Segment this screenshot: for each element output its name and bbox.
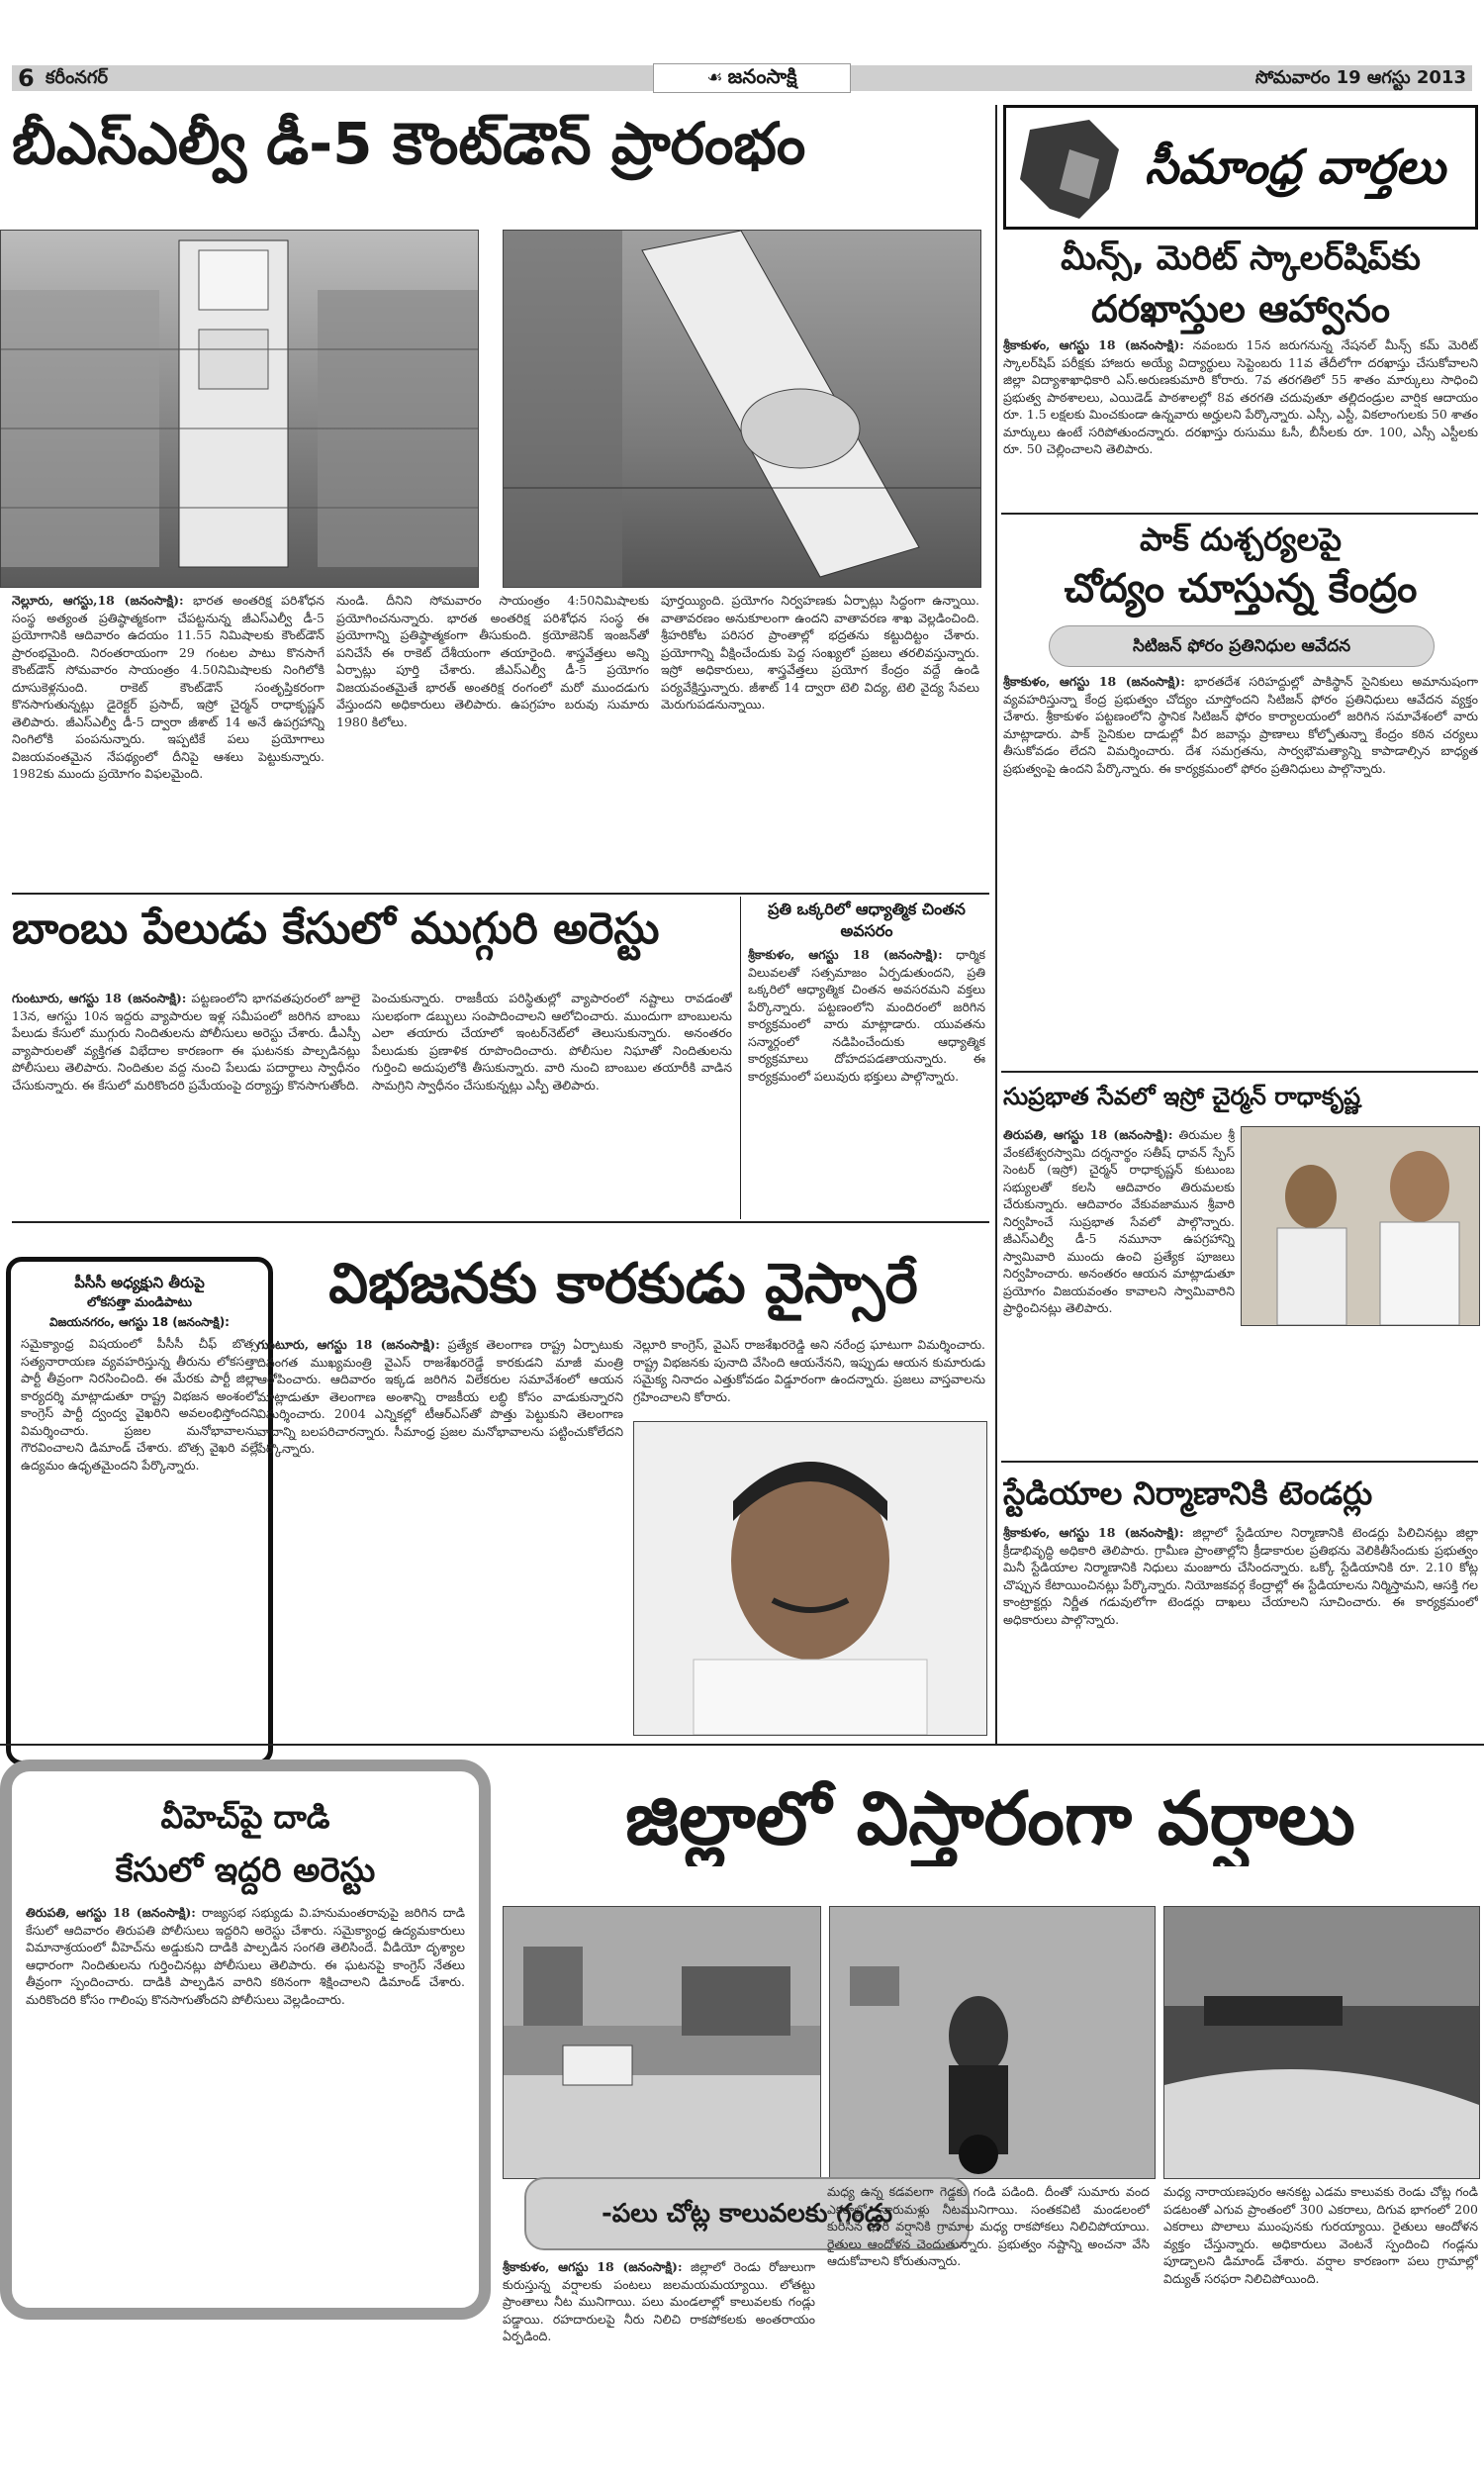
ysr-text-col1: ప్రత్యేక తెలంగాణ రాష్ట్ర ఏర్పాటుకు దివంగత ముఖ్యమంత్రి వైఎస్ రాజశేఖరరెడ్డే కారకుడని మాజీ మంత్రి ఆరోపించారు. ఆదివారం ఇక్కడ జరిగిన విలేకరుల సమావేశంలో ఆయన మాట్లాడుతూ తెలంగాణ అంశాన్ని రాజకీయ లబ్ధి కోసం వాడుకున్నారని విమర్శించారు. 2004 ఎన్నికల్లో టీఆర్ఎస్‌తో పొత్తు పెట్టుకుని తెలంగాణ వాదాన్ని బలపరిచారన్నారు. సీమాంధ్ర ప్రజల మనోభావాలను పట్టించుకోలేదని పేర్కొన్నారు. — [257, 1337, 623, 1456]
pslv-body-col3: పూర్తయ్యింది. ప్రయోగం నిర్వహణకు ఏర్పాట్లు సిద్ధంగా ఉన్నాయి. వాతావరణం అనుకూలంగా ఉందని వాతావరణ శాఖ వెల్లడించింది. శ్రీహరికోట పరిసర ప్రాంతాల్లో భద్రతను కట్టుదిట్టం చేశారు. ప్రయోగాన్ని వీక్షించేందుకు పెద్ద సంఖ్యలో ప్రజలు తరలివస్తున్నారు. ఇస్రో అధికారులు, శాస్త్రవేత్తలు ప్రయోగ కేంద్రం వద్దే ఉండి పర్యవేక్షిస్తున్నారు. జీశాట్ 14 ద్వారా టెలి విద్య, టెలి వైద్య సేవలు మెరుగుపడనున్నాయి. — [661, 593, 979, 712]
vhp-frame — [0, 1760, 491, 2320]
portrait-illustration — [634, 1422, 986, 1735]
rocket-photo-left — [0, 230, 479, 588]
pak-headline-line2: చోద్యం చూస్తున్న కేంద్రం — [1064, 566, 1418, 612]
adivasi-dateline: శ్రీకాకుళం, ఆగస్టు 18 (జనంసాక్షి): — [748, 947, 943, 962]
rain-photo-motorbike — [829, 1906, 1156, 2179]
rocket-assembly-illustration — [1, 231, 478, 587]
pak-headline — [1003, 517, 1478, 616]
pcc-box-text: సమైక్యాంధ్ర విషయంలో పీసీసీ చీఫ్ బొత్స సత్యనారాయణ వ్యవహరిస్తున్న తీరును లోకసత్తా పార్టీ తీవ్రంగా నిరసించింది. ఈ మేరకు పార్టీ జిల్లా కార్యదర్శి మాట్లాడుతూ రాష్ట్ర విభజన అంశంలో కాంగ్రెస్ పార్టీ ద్వంద్వ వైఖరిని అవలంభిస్తోందని విమర్శించారు. ప్రజల మనోభావాలను గౌరవించాలని డిమాండ్ చేశారు. బొత్స వైఖరి వల్లే ఉద్యమం ఉధృతమైందని పేర్కొన్నారు. — [21, 1336, 258, 1473]
ysr-body-col2: నెల్లూరి కాంగ్రెస్, వైఎస్ రాజశేఖరరెడ్డి అని నరేంద్ర ఘాటుగా విమర్శించారు. రాష్ట్ర విభజనకు పునాది వేసింది ఆయనేనని, ఇప్పుడు ఆయన కుమారుడు సమైక్య నినాదం ఎత్తుకోవడం విడ్డూరంగా ఉందన్నారు. ప్రజలు వాస్తవాలను గ్రహించాలని కోరారు. — [633, 1337, 985, 1404]
ysr-portrait-photo — [633, 1421, 987, 1736]
pslv-body-col2: నుండి. దీనిని సోమవారం సాయంత్రం 4:50నిమిషాలకు ప్రయోగించనున్నారు. భారత అంతరిక్ష పరిశోధన సంస్థ ఈ ప్రయోగాన్ని ప్రతిష్ఠాత్మకంగా తీసుకుంది. క్రయోజెనిక్ ఇంజన్‌తో పనిచేసే ఈ రాకెట్ దేశీయంగా తయారైంది. శాస్త్రవేత్తలు అన్ని ఏర్పాట్లు పూర్తి చేశారు. జీఎస్ఎల్వీ డీ-5 ప్రయోగం విజయవంతమైతే భారత్ అంతరిక్ష రంగంలో మరో ముందడుగు వేస్తుందని అధికారులు తెలిపారు. ఉపగ్రహం బరువు సుమారు 1980 కిలోలు. — [336, 593, 649, 729]
stadium-dateline: శ్రీకాకుళం, ఆగస్టు 18 (జనంసాక్షి): — [1003, 1525, 1184, 1540]
isro-chairman-text: తిరుమల శ్రీ వేంకటేశ్వరస్వామి దర్శనార్థం సతీష్ ధావన్ స్పేస్ సెంటర్ (ఇస్రో) చైర్మన్ రాధాకృష్ణన్ కుటుంబ సభ్యులతో కలసి ఆదివారం తిరుమలకు చేరుకున్నారు. ఆదివారం వేకువజామున శ్రీవారి నిర్వహించే సుప్రభాత సేవలో పాల్గొన్నారు. జీఎస్ఎల్వీ డీ-5 నమూనా ఉపగ్రహాన్ని స్వామివారి ముందు ఉంచి ప్రత్యేక పూజలు నిర్వహించారు. అనంతరం ఆయన మాట్లాడుతూ ప్రయోగం విజయవంతం కావాలని స్వామివారిని ప్రార్థించినట్లు తెలిపారు. — [1003, 1127, 1235, 1315]
ysr-headline: విభజనకు కారకుడు వైస్సారే — [328, 1252, 918, 1316]
pslv-body-col1 — [12, 592, 325, 889]
scholarship-headline — [1003, 234, 1478, 334]
issue-date: సోమవారం 19 ఆగస్టు 2013 — [1254, 67, 1466, 88]
motorbike-in-rain-illustration — [830, 1907, 1155, 2178]
page-number: 6 — [18, 64, 35, 92]
bomb-body-col2: పెంచుకున్నారు. రాజకీయ పరిస్థితుల్లో వ్యాపారంలో నష్టాలు రావడంతో సులభంగా డబ్బులు సంపాదించాలని ఆలోచించారు. ముందుగా బాంబులను ఎలా తయారు చేయాలో ఇంటర్‌నెట్‌లో తెలుసుకున్నారు. అనంతరం పేలుడుకు ప్రణాళిక రూపొందించారు. పోలీసుల నిఘాతో నిందితులను గుర్తించి అదుపులోకి తీసుకున్నారు. వారి నుంచి బాంబుల తయారీకి వాడిన సామగ్రిని స్వాధీనం చేసుకున్నట్లు ఎస్పీ తెలిపారు. — [372, 991, 732, 1093]
rain-text-col1: జిల్లాలో రెండు రోజులుగా కురుస్తున్న వర్షాలకు పంటలు జలమయమయ్యాయి. లోతట్టు ప్రాంతాలు నీట మునిగాయి. పలు మండలాల్లో కాలువలకు గండ్లు పడ్డాయి. రహదారులపై నీరు నిలిచి రాకపోకలకు అంతరాయం ఏర్పడింది. — [503, 2259, 815, 2343]
pcc-box-dateline: విజయనగరం, ఆగస్టు 18 (జనంసాక్షి): — [49, 1315, 230, 1329]
bomb-body-col1 — [12, 990, 360, 1217]
vhp-dateline: తిరుపతి, ఆగస్టు 18 (జనంసాక్షి): — [26, 1905, 196, 1920]
divider — [1001, 1071, 1478, 1073]
logo-text: జనంసాక్షి — [727, 64, 797, 88]
state-map-icon — [1010, 110, 1139, 229]
bomb-text-col1: పట్టణంలోని భాగవతపురంలో జూలై 13న, ఆగస్టు 10న ఇద్దరు వ్యాపారుల ఇళ్ల సమీపంలో జరిగిన బాంబు పేలుడు కేసులో ముగ్గురు నిందితులను పోలీసులు అరెస్టు చేశారు. డీఎస్పీ వ్యాపారులతో వ్యక్తిగత విభేదాల కారణంగా ఈ ఘటనకు పాల్పడినట్లు పోలీసులు తెలిపారు. నిందితుల వద్ద నుంచి పేలుడు పదార్థాలు స్వాధీనం చేసుకున్నారు. ఈ కేసులో మరికొందరి ప్రమేయంపై దర్యాప్తు కొనసాగుతోంది. — [12, 991, 360, 1093]
seemandhra-banner — [1003, 105, 1478, 230]
adivasi-headline-line2: అవసరం — [840, 921, 893, 940]
divider — [12, 893, 989, 895]
satellite-fairing-illustration — [504, 231, 980, 587]
vhp-headline-line2: కేసులో ఇద్దరి అరెస్టు — [115, 1851, 376, 1890]
divider — [740, 897, 741, 1219]
pak-subhead-pill: సిటిజన్ ఫోరం ప్రతినిధుల ఆవేదన — [1049, 625, 1435, 667]
isro-chairman-headline: సుప్రభాత సేవలో ఇస్రో చైర్మన్ రాధాకృష్ణ — [1003, 1083, 1361, 1110]
scholarship-text: నవంబరు 15న జరుగనున్న నేషనల్ మీన్స్ కమ్ మెరిట్ స్కాలర్‌షిప్ పరీక్షకు హాజరు అయ్యే విద్యార్థులు సెప్టెంబరు 11వ తేదీలోగా దరఖాస్తు చేసుకోవాలని జిల్లా విద్యాశాఖాధికారి ఎస్.అరుణకుమారి కోరారు. 7వ తరగతిలో 55 శాతం మార్కులు సాధించి ప్రభుత్వ పాఠశాలలు, ఎయిడెడ్ పాఠశాలల్లో 8వ తరగతి చదువుతూ తల్లిదండ్రుల వార్షిక ఆదాయం రూ. 1.5 లక్షలకు మించకుండా ఉన్నవారు అర్హులని పేర్కొన్నారు. ఎస్సీ, ఎస్టీ, వికలాంగులకు 50 శాతం మార్కులు ఉంటే సరిపోతుందన్నారు. దరఖాస్తు రుసుము ఓసీ, బీసీలకు రూ. 100, ఎస్సీ ఎస్టీలకు రూ. 50 చెల్లించాలని తెలిపారు. — [1003, 337, 1478, 456]
scholarship-headline-line1: మీన్స్, మెరిట్ స్కాలర్‌షిప్‌కు — [1061, 238, 1421, 278]
breached-canal-illustration — [1164, 1907, 1479, 2178]
logo-icon: ☙ — [706, 67, 723, 88]
rain-body-col2: మధ్య ఉన్న కడవలగా గెడ్డకు గండి పడింది. దీంతో సుమారు వంద ఎకరాల్లో నారుమళ్లు నీటమునిగాయి. సంతకవిటి మండలంలో కురిసిన భారీ వర్షానికి గ్రామాల మధ్య రాకపోకలు నిలిచిపోయాయి. రైతులు ఆందోళన చెందుతున్నారు. ప్రభుత్వం నష్టాన్ని అంచనా వేసి ఆదుకోవాలని కోరుతున్నారు. — [827, 2184, 1150, 2268]
divider — [1001, 513, 1478, 515]
divider — [995, 105, 997, 1744]
divider — [0, 1744, 1484, 1746]
divider — [12, 1221, 989, 1223]
pak-text: భారతదేశ సరిహద్దుల్లో పాకిస్థాన్ సైనికులు అమానుషంగా వ్యవహరిస్తున్నా కేంద్ర ప్రభుత్వం చోద్యం చూస్తోందని సిటిజన్ ఫోరం ప్రతినిధులు ఆవేదన వ్యక్తం చేశారు. శ్రీకాకుళం పట్టణంలోని స్థానిక సిటిజన్ ఫోరం కార్యాలయంలో జరిగిన సమావేశంలో వారు మాట్లాడారు. పాక్ సైనికుల దాడుల్లో వీర జవాన్లు ప్రాణాలు కోల్పోతున్నా కేంద్రం కఠిన చర్యలు తీసుకోవడం లేదని విమర్శించారు. దేశ సమగ్రతను, సార్వభౌమత్యాన్ని కాపాడాల్సిన బాధ్యత ప్రభుత్వంపై ఉందని పేర్కొన్నారు. ఈ కార్యక్రమంలో ఫోరం ప్రతినిధులు పాల్గొన్నారు. — [1003, 674, 1478, 776]
seemandhra-banner-title: సీమాంధ్ర వార్తలు — [1145, 140, 1445, 195]
ysr-dateline: గుంటూరు, ఆగస్టు 18 (జనంసాక్షి): — [257, 1337, 440, 1352]
scholarship-body — [1003, 336, 1478, 511]
pcc-box — [6, 1257, 273, 1765]
pak-body — [1003, 673, 1478, 1067]
adivasi-headline-line1: ప్రతి ఒక్కరిలో ఆధ్యాత్మిక చింతన — [768, 900, 966, 918]
pcc-box-subtitle: లోకసత్తా మండిపాటు — [87, 1295, 192, 1310]
bomb-headline: బాంబు పేలుడు కేసులో ముగ్గురి అరెస్టు — [12, 904, 660, 954]
vhp-text: రాజ్యసభ సభ్యుడు వి.హనుమంతరావుపై జరిగిన దాడి కేసులో ఆదివారం తిరుపతి పోలీసులు ఇద్దరిని అరెస్టు చేశారు. సమైక్యాంధ్ర ఉద్యమకారులు విమానాశ్రయంలో వీహెచ్‌ను అడ్డుకుని దాడికి పాల్పడిన సంగతి తెలిసిందే. వీడియో దృశ్యాల ఆధారంగా నిందితులను గుర్తించినట్లు పోలీసులు తెలిపారు. ఈ ఘటనపై కాంగ్రెస్ నేతలు తీవ్రంగా స్పందించారు. దాడికి పాల్పడిన వారిని కఠినంగా శిక్షించాలని డిమాండ్ చేశారు. మరికొందరి కోసం గాలింపు కొనసాగుతోందని పోలీసులు వెల్లడించారు. — [26, 1905, 465, 2007]
isro-chairman-body — [1003, 1126, 1235, 1459]
rocket-photo-right — [503, 230, 981, 588]
temple-ceremony-illustration — [1242, 1127, 1479, 1325]
pslv-dateline: నెల్లూరు, ఆగస్టు,18 (జనంసాక్షి): — [12, 593, 184, 608]
isro-chairman-dateline: తిరుపతి, ఆగస్టు 18 (జనంసాక్షి): — [1003, 1127, 1173, 1142]
isro-chairman-photo — [1241, 1126, 1480, 1326]
rain-subhead-pill: -పలు చోట్ల కాలువలకు గండ్లు — [524, 2177, 970, 2250]
rain-body-col3: మధ్య నారాయణపురం ఆనకట్ట ఎడమ కాలువకు రెండు చోట్ల గండి పడటంతో ఎగువ ప్రాంతంలో 300 ఎకరాలు, దిగువ భాగంలో 200 ఎకరాలు పొలాలు ముంపునకు గురయ్యాయి. రైతులు ఆందోళన వ్యక్తం చేస్తున్నారు. అధికారులు వెంటనే స్పందించి గండ్లను పూడ్చాలని డిమాండ్ చేశారు. వర్షాల కారణంగా పలు గ్రామాల్లో విద్యుత్ సరఫరా నిలిచిపోయింది. — [1163, 2184, 1478, 2286]
rain-body-col1 — [503, 2258, 815, 2462]
rain-dateline: శ్రీకాకుళం, ఆగస్టు 18 (జనంసాక్షి): — [503, 2259, 683, 2274]
vhp-headline-line1: వీహెచ్‌పై దాడి — [160, 1798, 330, 1836]
pslv-text-col1: భారత అంతరిక్ష పరిశోధన సంస్థ అత్యంత ప్రతిష్ఠాత్మకంగా చేపట్టనున్న జీఎస్ఎల్వీ డీ-5 ప్రయోగానికి ఆదివారం ఉదయం 11.55 నిమిషాలకు కౌంట్‌డౌన్ ప్రారంభమైంది. నిరంతరాయంగా 29 గంటల పాటు కొనసాగే కౌంట్‌డౌన్ సోమవారం సాయంత్రం 4.50నిమిషాలకు నింగిలోకి దూసుకెళ్లనుంది. రాకెట్ కౌంట్‌డౌన్ సంతృప్తికరంగా కొనసాగుతున్నట్లు డైరెక్టర్ ప్రసాద్, ఇస్రో చైర్మన్ రాధాకృష్ణన్ తెలిపారు. జీఎస్ఎల్వీ డీ-5 ద్వారా జీశాట్ 14 అనే ఉపగ్రహాన్ని నింగిలోకి పంపనున్నారు. ఇప్పటికే పలు ప్రయోగాలు విజయవంతమైన నేపథ్యంలో దీనిపై ఆశలు పెట్టుకున్నారు. 1982కు ముందు ప్రయోగం విఫలమైంది. — [12, 593, 325, 781]
stadium-text: జిల్లాలో స్టేడియాల నిర్మాణానికి టెండర్లు పిలిచినట్లు జిల్లా క్రీడాభివృద్ధి అధికారి తెలిపారు. గ్రామీణ ప్రాంతాల్లోని క్రీడాకారుల ప్రతిభను వెలికితీసేందుకు ప్రభుత్వం మినీ స్టేడియాల నిర్మాణానికి నిధులు మంజూరు చేసిందన్నారు. ఒక్కో స్టేడియానికి రూ. 2.10 కోట్ల చొప్పున కేటాయించినట్లు పేర్కొన్నారు. నియోజకవర్గ కేంద్రాల్లో ఈ స్టేడియాలను నిర్మిస్తామని, ఆసక్తి గల కాంట్రాక్టర్లు నిర్ణీత గడువులోగా టెండర్లు దాఖలు చేయాలని సూచించారు. ఈ కార్యక్రమంలో అధికారులు పాల్గొన్నారు. — [1003, 1525, 1478, 1627]
pslv-headline: బీఎస్ఎల్వీ డీ-5 కౌంట్‌డౌన్ ప్రారంభం — [12, 110, 806, 177]
pcc-box-title: పీసీసీ అధ్యక్షుని తీరుపై — [74, 1274, 205, 1291]
scholarship-dateline: శ్రీకాకుళం, ఆగస్టు 18 (జనంసాక్షి): — [1003, 337, 1184, 352]
scholarship-headline-line2: దరఖాస్తుల ఆహ్వానం — [1090, 287, 1391, 331]
divider — [1001, 1461, 1478, 1463]
pak-dateline: శ్రీకాకుళం, ఆగస్టు 18 (జనంసాక్షి): — [1003, 674, 1185, 689]
vhp-body — [12, 1898, 479, 2296]
vhp-headline — [12, 1791, 479, 1898]
ysr-body-col1 — [257, 1336, 623, 1732]
newspaper-logo — [653, 63, 851, 93]
stadium-body — [1003, 1524, 1478, 1738]
adivasi-text: ధార్మిక విలువలతో సత్సమాజం ఏర్పడుతుందని, ప్రతి ఒక్కరిలో ఆధ్యాత్మిక చింతన అవసరమని వక్తలు పేర్కొన్నారు. పట్టణంలోని మందిరంలో జరిగిన కార్యక్రమంలో వారు మాట్లాడారు. యువతను సన్మార్గంలో నడిపించేందుకు ఆధ్యాత్మిక కార్యక్రమాలు దోహదపడతాయన్నారు. ఈ కార్యక్రమంలో పలువురు భక్తులు పాల్గొన్నారు. — [748, 947, 985, 1084]
bomb-dateline: గుంటూరు, ఆగస్టు 18 (జనంసాక్షి): — [12, 991, 187, 1005]
flooded-street-illustration — [504, 1907, 820, 2178]
rain-photo-street — [503, 1906, 821, 2179]
adivasi-body — [748, 946, 985, 1217]
rain-headline: జిల్లాలో విస్తారంగా వర్షాలు — [625, 1776, 1355, 1861]
section-name: కరీంనగర్ — [46, 67, 108, 88]
adivasi-headline — [748, 899, 985, 942]
rain-photo-canal — [1163, 1906, 1480, 2179]
pak-headline-line1: పాక్ దుశ్చర్యలపై — [1139, 521, 1343, 558]
stadium-headline: స్టేడియాల నిర్మాణానికి టెండర్లు — [1003, 1475, 1373, 1512]
masthead — [0, 0, 1484, 99]
